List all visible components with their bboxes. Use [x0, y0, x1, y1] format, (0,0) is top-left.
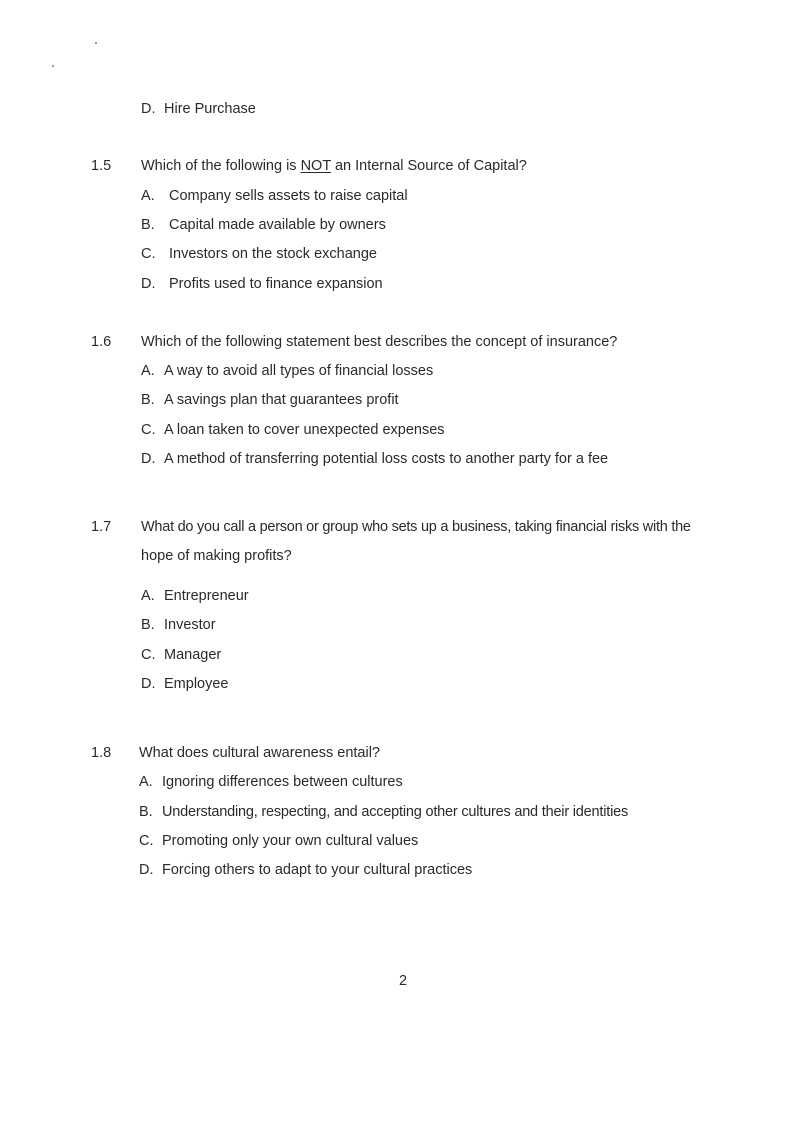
option-letter: A. [141, 588, 155, 604]
option-letter: C. [141, 422, 156, 438]
prompt-emphasis: NOT [300, 158, 331, 174]
option-text: A savings plan that guarantees profit [164, 392, 399, 408]
option-text: Investor [164, 617, 216, 633]
option-c [141, 421, 445, 439]
option-d [141, 450, 608, 468]
option-text: A loan taken to cover unexpected expenses [164, 422, 445, 438]
option-a [141, 362, 433, 380]
option-letter: C. [141, 246, 156, 262]
page-number: 2 [399, 973, 408, 989]
option-text: Entrepreneur [164, 588, 249, 604]
question-prompt: What does cultural awareness entail? [139, 745, 380, 761]
option-letter: A. [141, 363, 155, 379]
option-text: Hire Purchase [164, 101, 256, 117]
option-letter: A. [139, 774, 153, 790]
option-text: Understanding, respecting, and accepting other cultures and their identities [162, 804, 629, 820]
option-text: Company sells assets to raise capital [169, 188, 408, 204]
option-d [139, 861, 472, 879]
question-prompt: Which of the following statement best describes the concept of insurance? [141, 334, 618, 350]
option-letter: C. [141, 647, 156, 663]
scan-speck [95, 42, 97, 44]
option-b [141, 391, 399, 409]
option-text: A method of transferring potential loss costs to another party for a fee [164, 451, 609, 467]
option-letter: A. [141, 188, 155, 204]
question-prompt [141, 157, 527, 175]
option-d [141, 675, 228, 693]
option-letter: B. [139, 804, 153, 820]
option-b [139, 803, 628, 821]
option-d [141, 275, 383, 293]
option-text: Investors on the stock exchange [169, 246, 377, 262]
carryover-option [141, 100, 256, 118]
option-text: Manager [164, 647, 222, 663]
question-prompt-line-2: hope of making profits? [141, 548, 292, 564]
question-number: 1.7 [91, 519, 112, 535]
question-number: 1.6 [91, 334, 112, 350]
option-letter: D. [141, 101, 156, 117]
option-a [141, 587, 249, 605]
option-letter: D. [141, 276, 156, 292]
option-a [139, 773, 403, 791]
option-c [139, 832, 418, 850]
option-text: Employee [164, 676, 229, 692]
scan-speck [52, 65, 54, 67]
option-letter: D. [139, 862, 154, 878]
option-c [141, 245, 377, 263]
option-a [141, 187, 408, 205]
option-letter: B. [141, 617, 155, 633]
option-letter: B. [141, 392, 155, 408]
option-b [141, 616, 216, 634]
option-letter: B. [141, 217, 155, 233]
prompt-text: Which of the following is [141, 158, 301, 174]
option-text: Forcing others to adapt to your cultural practices [162, 862, 473, 878]
option-text: Profits used to finance expansion [169, 276, 383, 292]
question-number: 1.8 [91, 745, 112, 761]
option-text: Ignoring differences between cultures [162, 774, 403, 790]
option-letter: C. [139, 833, 154, 849]
option-text: Capital made available by owners [169, 217, 386, 233]
option-letter: D. [141, 676, 156, 692]
prompt-text: an Internal Source of Capital? [330, 158, 527, 174]
option-text: A way to avoid all types of financial losses [164, 363, 434, 379]
question-number: 1.5 [91, 158, 112, 174]
option-c [141, 646, 221, 664]
question-prompt-line-1: What do you call a person or group who sets up a business, taking financial risks with the [141, 519, 691, 535]
option-letter: D. [141, 451, 156, 467]
option-text: Promoting only your own cultural values [162, 833, 419, 849]
option-b [141, 216, 386, 234]
